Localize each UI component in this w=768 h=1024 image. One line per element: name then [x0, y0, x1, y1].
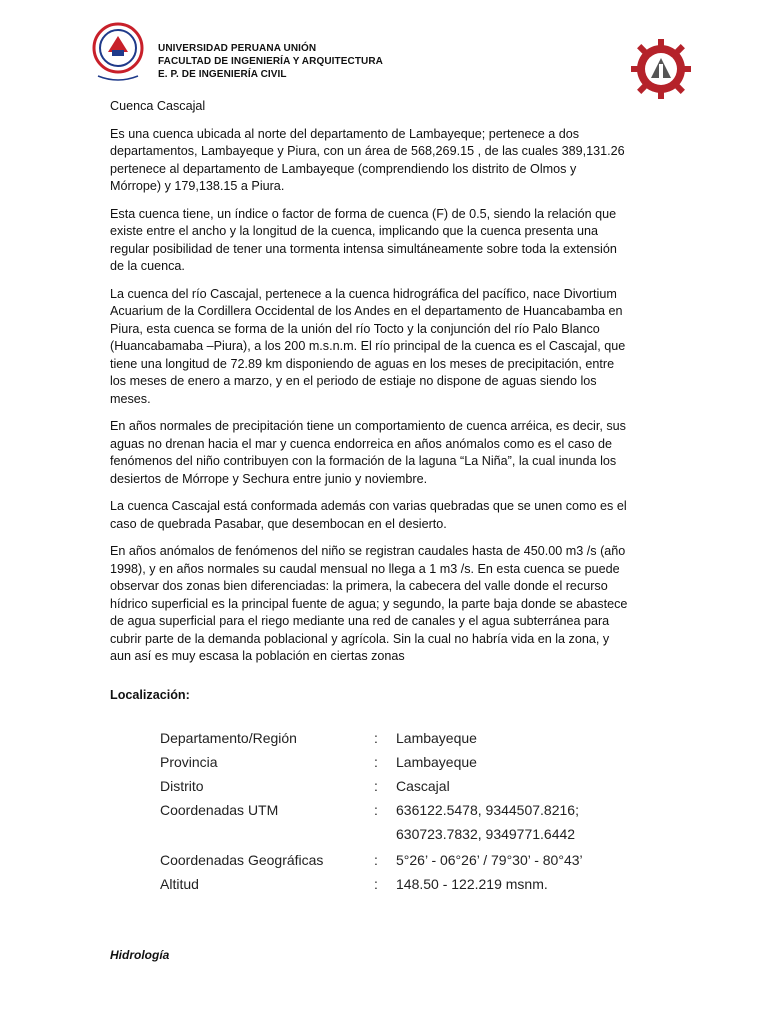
row-value: 148.50 - 122.219 msnm.	[396, 876, 548, 892]
row-key: Coordenadas UTM	[160, 802, 279, 818]
paragraph-1: Es una cuenca ubicada al norte del departamento de Lambayeque; pertenece a dos departamentos, Lambayeque y Piura, con un área de 568,269.15 , de las cuales 389,131.26 pertenece al departamento de Lambayeque (comprendiendo los distrito de Olmos y Mórrope) y 179,138.15 a Piura.	[110, 126, 625, 193]
school-name: E. P. DE INGENIERÍA CIVIL	[158, 69, 287, 80]
row-separator: :	[374, 754, 378, 770]
row-value: Lambayeque	[396, 754, 477, 770]
university-seal-icon	[84, 20, 152, 88]
paragraph-3: La cuenca del río Cascajal, pertenece a la cuenca hidrográfica del pacífico, nace Divortium Acuarium de la Cordillera Occidental de los Andes en el departamento de Huancabamba en Piura, esta cuenca se forma de la unión del río Tocto y la conjunción del río Palo Blanco (Huancabamaba –Piura), a los 200 m.s.n.m. El río principal de la cuenca es el Cascajal, que tiene una longitud de 72.89 km disponiendo de aguas en los meses de precipitación, entre los meses de enero a marzo, y en el periodo de estiaje no dispone de aguas siendo los meses.	[110, 286, 626, 406]
document-header	[84, 20, 684, 90]
paragraph-6: En años anómalos de fenómenos del niño se registran caudales hasta de 450.00 m3 /s (año 1998), y en años normales su caudal mensual no llega a 1 m3 /s. En esta cuenca se puede observar dos zonas bien diferenciadas: la primera, la cabecera del valle donde el recurso hídrico superficial es la principal fuente de agua; y segundo, la parte baja donde se abastece de agua superficial para el riego mediante una red de canales y el agua subterránea para cubrir parte de la demanda poblacional y agrícola. Sin la cual no habría vida en la zona, y aun así es muy escasa la población en ciertas zonas	[110, 544, 628, 663]
row-value: 5°26’ - 06°26’ / 79°30’ - 80°43’	[396, 852, 583, 868]
row-value: Lambayeque	[396, 730, 477, 746]
row-key: Distrito	[160, 778, 204, 794]
row-key: Altitud	[160, 876, 199, 892]
paragraph-2: Esta cuenca tiene, un índice o factor de forma de cuenca (F) de 0.5, siendo la relación que existe entre el ancho y la longitud de la cuenca, implicando que la cuenca presenta una regular posibilidad de tener una tormenta intensa simultáneamente sobre toda la extensión de la cuenca.	[110, 206, 617, 273]
faculty-name: FACULTAD DE INGENIERÍA Y ARQUITECTURA	[158, 56, 384, 67]
row-value: 636122.5478, 9344507.8216;	[396, 802, 579, 818]
row-value: Cascajal	[396, 778, 450, 794]
row-separator: :	[374, 852, 378, 868]
row-separator: :	[374, 876, 378, 892]
row-key: Departamento/Región	[160, 730, 297, 746]
row-separator: :	[374, 730, 378, 746]
section-title: Cuenca Cascajal	[110, 99, 206, 113]
row-key: Coordenadas Geográficas	[160, 852, 324, 868]
row-value: 630723.7832, 9349771.6442	[396, 826, 576, 842]
civil-engineering-gear-icon	[630, 38, 692, 100]
paragraph-5: La cuenca Cascajal está conformada además con varias quebradas que se unen como es el caso de quebrada Pasabar, que desembocan en el desierto.	[110, 499, 627, 531]
document-body	[110, 98, 630, 676]
row-separator: :	[374, 802, 378, 818]
row-key: Provincia	[160, 754, 218, 770]
localizacion-label: Localización:	[110, 688, 190, 702]
institution-header	[158, 42, 383, 81]
row-separator: :	[374, 778, 378, 794]
page-footer: Hidrología	[110, 948, 170, 962]
paragraph-4: En años normales de precipitación tiene un comportamiento de cuenca arréica, es decir, sus aguas no drenan hacia el mar y cuenca endorreica en años anómalos como es el caso de fenómenos del niño contribuyen con la formación de la laguna “La Niña”, la cual inunda los desiertos de Mórrope y Sechura entre junio y noviembre.	[110, 419, 626, 486]
university-name: UNIVERSIDAD PERUANA UNIÓN	[158, 43, 317, 54]
